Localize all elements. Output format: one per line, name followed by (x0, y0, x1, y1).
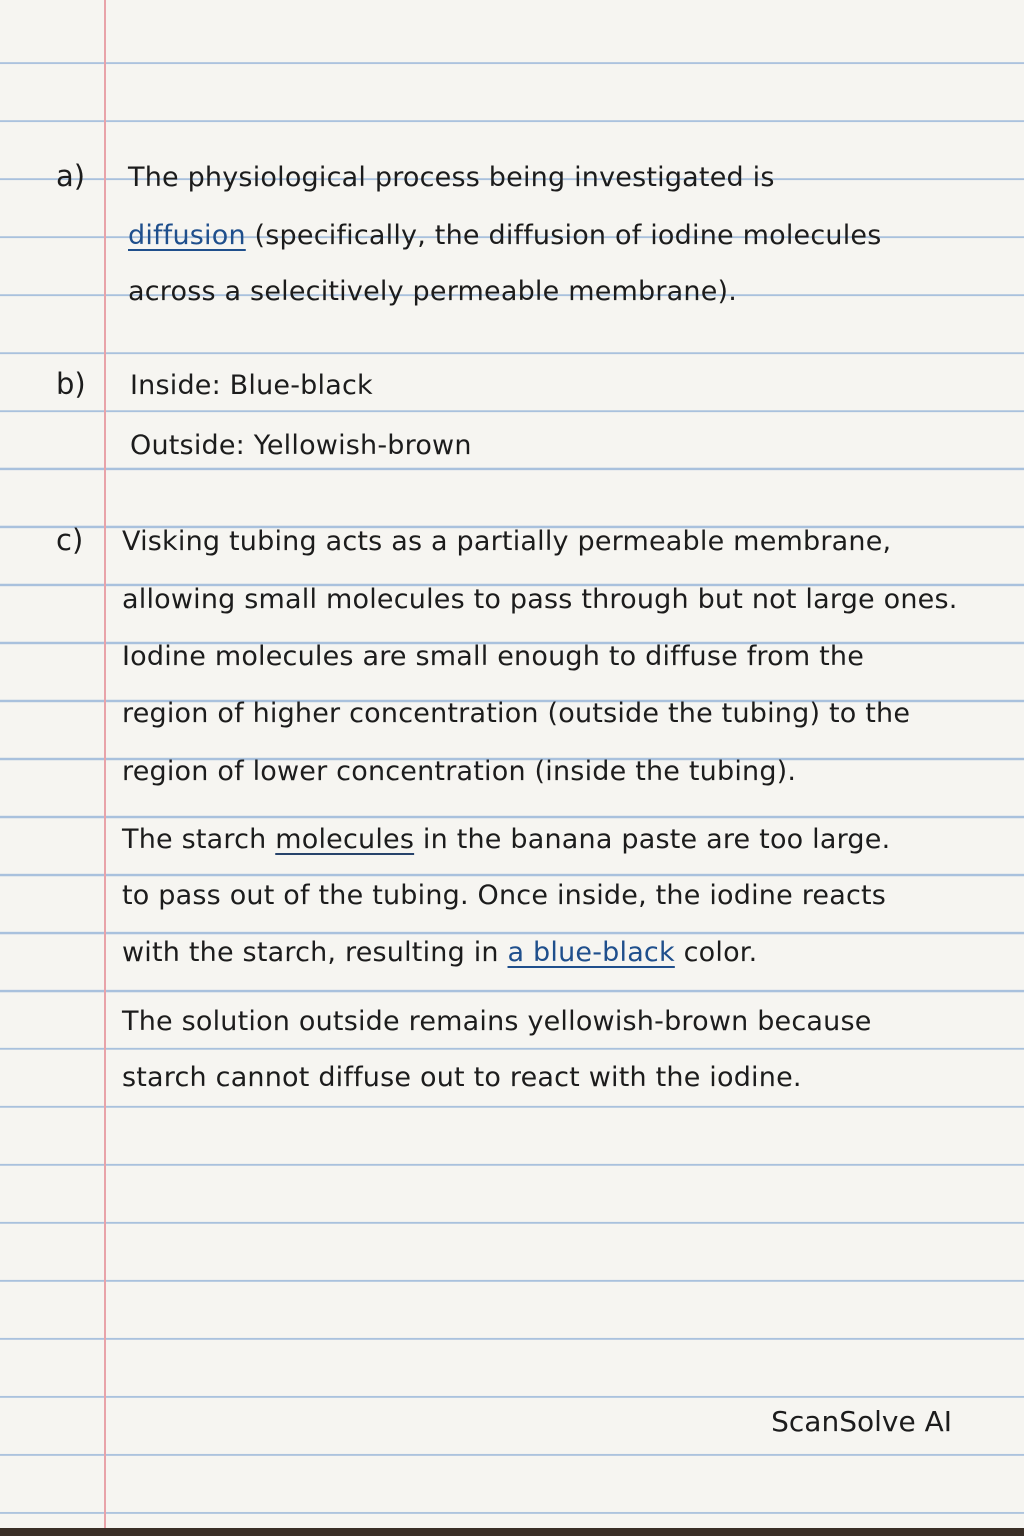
part-a-line-2 (128, 216, 881, 256)
part-a-line-2-rest: (specifically, the diffusion of iodine molecules (245, 220, 882, 251)
part-a-line-1: The physiological process being investigated is (128, 162, 775, 193)
part-c-para3-line-2: starch cannot diffuse out to react with the iodine. (122, 1062, 802, 1093)
part-a-line-3: across a selecitively permeable membrane). (128, 276, 738, 307)
part-c-para1-line-1: Visking tubing acts as a partially permeable membrane, (122, 526, 892, 557)
part-c-para1-line-5: region of lower concentration (inside the tubing). (122, 756, 797, 787)
part-c-para1-line-4: region of higher concentration (outside the tubing) to the (122, 698, 911, 729)
part-b-outside: Outside: Yellowish-brown (130, 430, 472, 461)
margin-line (104, 0, 106, 1528)
brand-signature: ScanSolve AI (771, 1405, 952, 1438)
para2-line1-start: The starch (122, 824, 276, 855)
keyword-blue-black: a blue-black (507, 937, 675, 968)
underlined-molecules: molecules (275, 824, 415, 855)
part-c-para1-line-2: allowing small molecules to pass through but not large ones. (122, 584, 958, 615)
part-b-inside: Inside: Blue-black (130, 370, 373, 401)
part-a-label: a) (56, 159, 86, 193)
part-c-para2-line-3 (122, 933, 757, 973)
para2-line1-end: in the banana paste are too large. (414, 824, 891, 855)
part-c-label: c) (56, 523, 84, 557)
keyword-diffusion: diffusion (128, 220, 246, 251)
para2-line3-start: with the starch, resulting in (122, 937, 508, 968)
part-c-para1-line-3: Iodine molecules are small enough to diffuse from the (122, 641, 865, 672)
part-b-label: b) (56, 367, 86, 401)
part-c-para2-line-1 (122, 820, 890, 860)
part-c-para3-line-1: The solution outside remains yellowish-brown because (122, 1006, 872, 1037)
para2-line3-end: color. (674, 937, 758, 968)
part-c-para2-line-2: to pass out of the tubing. Once inside, the iodine reacts (122, 880, 887, 911)
